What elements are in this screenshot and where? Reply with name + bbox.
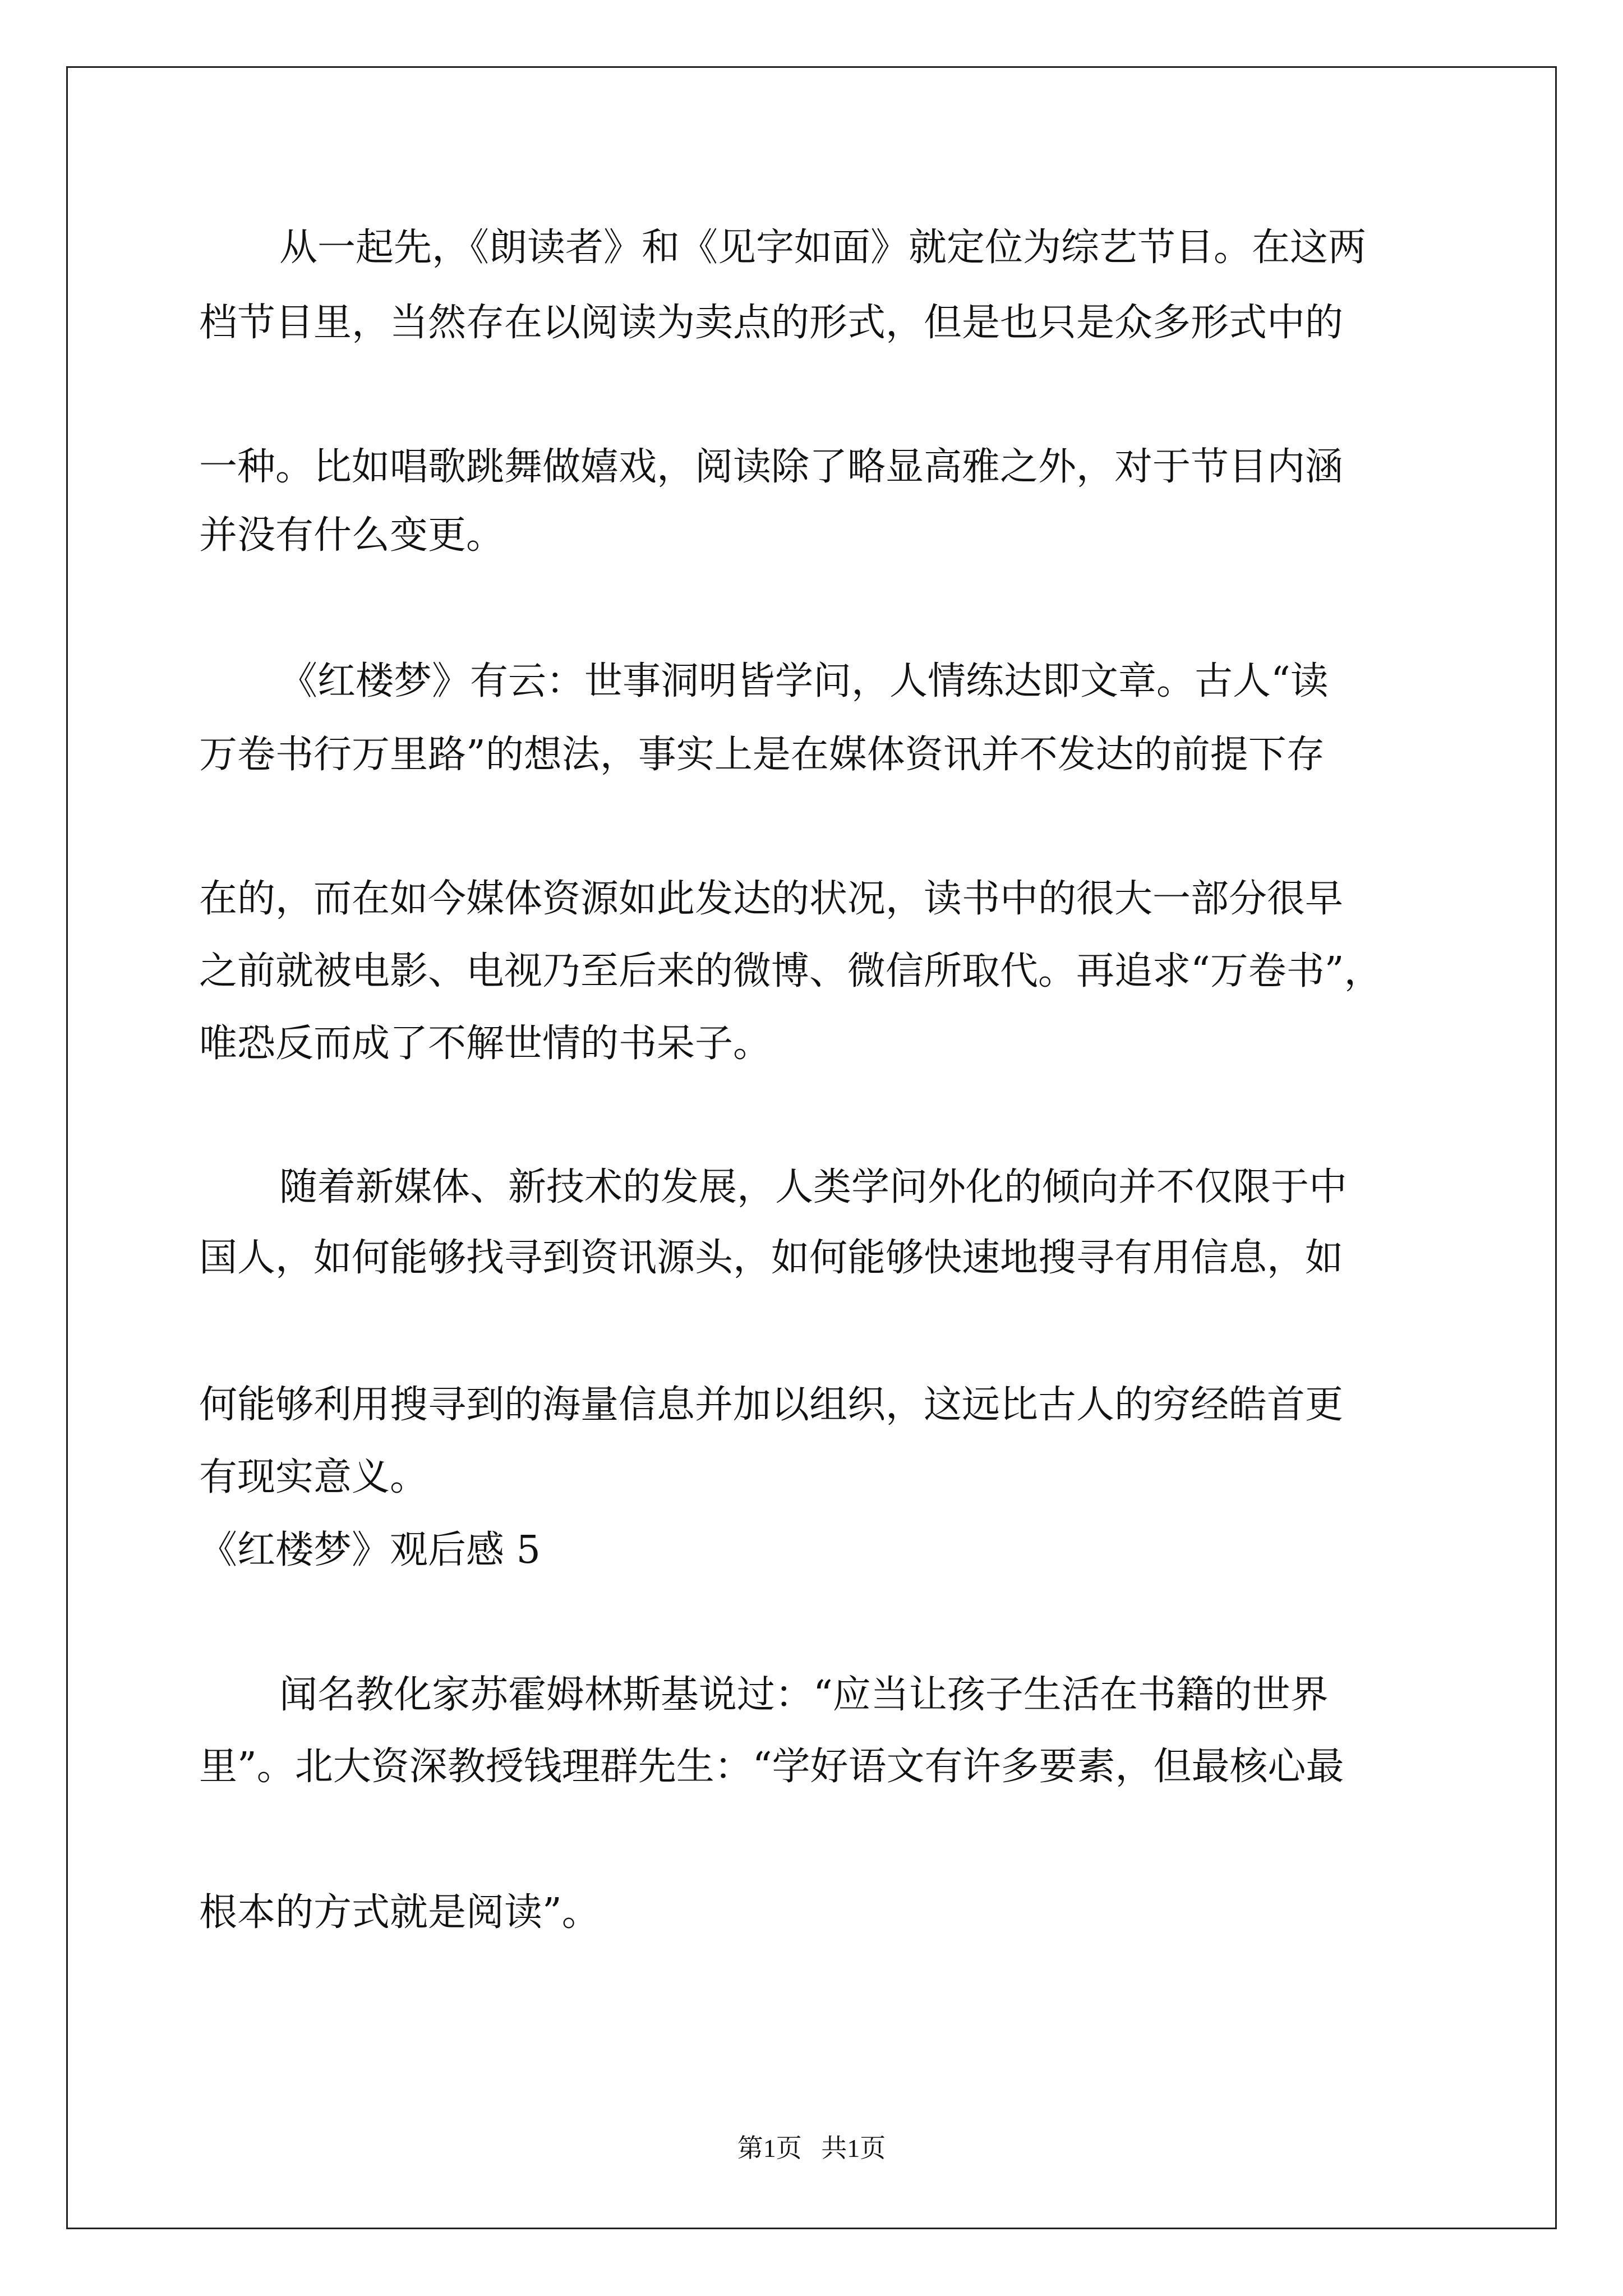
- paragraph-line: 档节目里，当然存在以阅读为卖点的形式，但是也只是众多形式中的: [199, 301, 1344, 345]
- paragraph-line: 从一起先，《朗读者》和《见字如面》就定位为综艺节目。在这两: [279, 226, 1367, 270]
- paragraph-line: 有现实意义。: [199, 1455, 428, 1499]
- page-number-footer: 第1页 共1页: [737, 2134, 886, 2162]
- paragraph-line: 之前就被电影、电视乃至后来的微博、微信所取代。再追求“万卷书”，: [199, 949, 1382, 993]
- section-heading: 《红楼梦》观后感 5: [199, 1528, 541, 1572]
- paragraph-line: 根本的方式就是阅读”。: [199, 1890, 600, 1935]
- paragraph-line: 何能够利用搜寻到的海量信息并加以组织，这远比古人的穷经皓首更: [199, 1383, 1344, 1427]
- paragraph-line: 在的，而在如今媒体资源如此发达的状况，读书中的很大一部分很早: [199, 877, 1344, 921]
- paragraph-line: 并没有什么变更。: [199, 513, 505, 558]
- paragraph-line: 《红楼梦》有云：世事洞明皆学问，人情练达即文章。古人“读: [279, 659, 1329, 703]
- paragraph-line: 唯恐反而成了不解世情的书呆子。: [199, 1022, 772, 1066]
- paragraph-line: 万卷书行万里路”的想法，事实上是在媒体资讯并不发达的前提下存: [199, 733, 1325, 777]
- paragraph-line: 一种。比如唱歌跳舞做嬉戏，阅读除了略显高雅之外，对于节目内涵: [199, 445, 1344, 489]
- paragraph-line: 随着新媒体、新技术的发展，人类学问外化的倾向并不仅限于中: [279, 1165, 1348, 1209]
- paragraph-line: 闻名教化家苏霍姆林斯基说过：“应当让孩子生活在书籍的世界: [279, 1673, 1329, 1717]
- paragraph-line: 国人，如何能够找寻到资讯源头，如何能够快速地搜寻有用信息，如: [199, 1236, 1344, 1280]
- paragraph-line: 里”。北大资深教授钱理群先生：“学好语文有许多要素，但最核心最: [199, 1745, 1344, 1789]
